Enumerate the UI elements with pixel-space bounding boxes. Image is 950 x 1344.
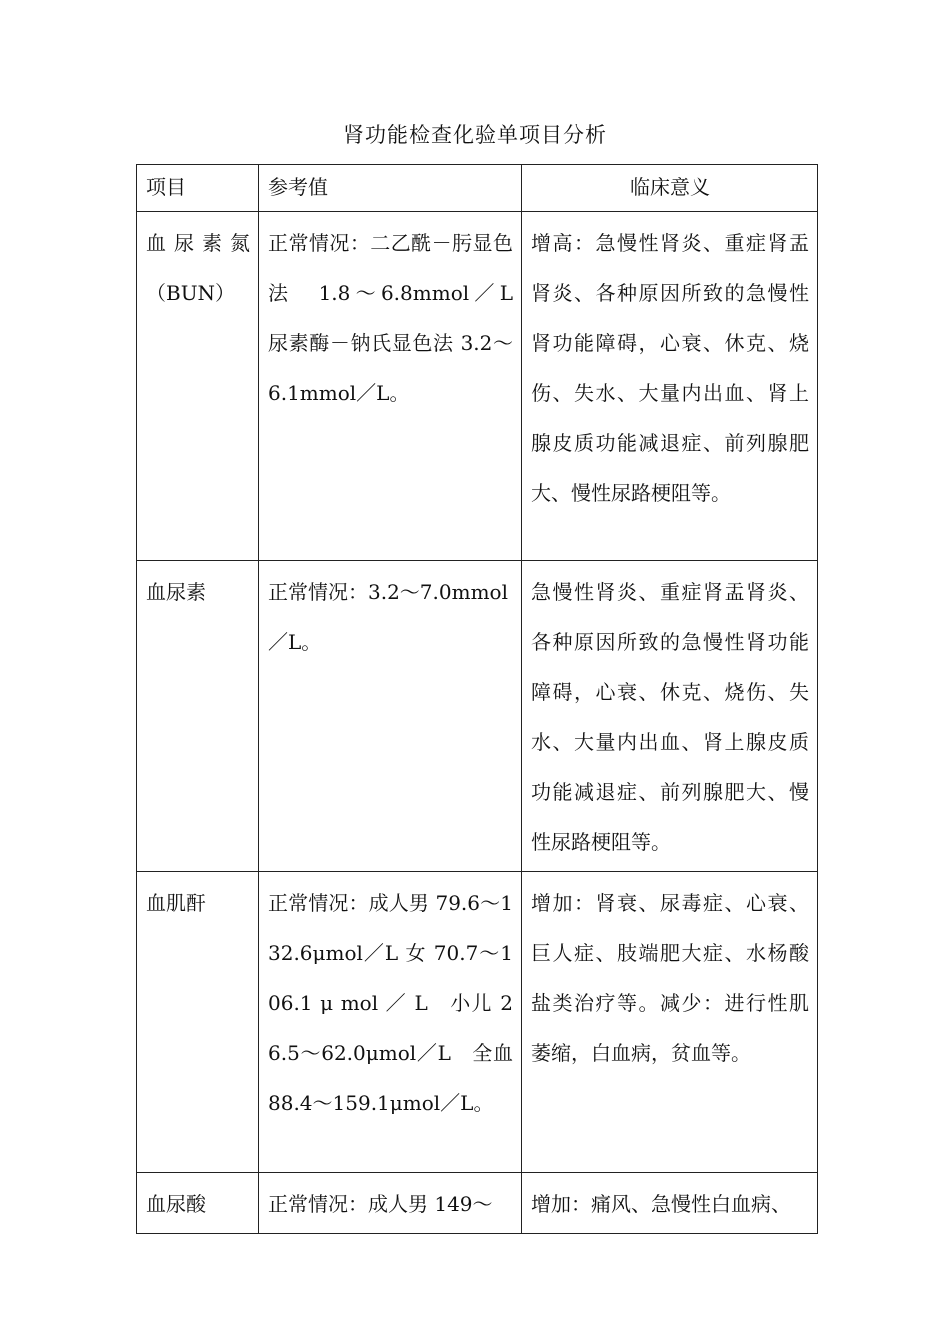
page-title: 肾功能检查化验单项目分析 xyxy=(343,123,607,147)
significance-cell: 急慢性肾炎、重症肾盂肾炎、各种原因所致的急慢性肾功能障碍，心衰、休克、烧伤、失水、大量内出血、肾上腺皮质功能减退症、前列腺肥大、慢性尿路梗阻等。 xyxy=(522,561,818,872)
reference-cell: 正常情况：二乙酰－肟显色法 1.8～6.8mmol／L 尿素酶－钠氏显色法 3.2～6.1mmol／L。 xyxy=(259,212,522,561)
table-row xyxy=(137,872,818,1173)
item-cell: 血尿素氮（BUN） xyxy=(137,212,259,561)
table-row xyxy=(137,212,818,561)
header-significance: 临床意义 xyxy=(522,165,818,212)
lab-items-table xyxy=(136,164,818,1234)
table-header-row xyxy=(137,165,818,212)
table-row xyxy=(137,561,818,872)
item-cell: 血尿酸 xyxy=(137,1173,259,1234)
reference-cell: 正常情况：成人男 79.6～132.6μmol／L 女 70.7～106.1 μ mol ／ L 小儿 26.5～62.0μmol／L 全血 88.4～159.1μmol／L。 xyxy=(259,872,522,1173)
significance-cell: 增加：肾衰、尿毒症、心衰、巨人症、肢端肥大症、水杨酸盐类治疗等。减少：进行性肌萎缩，白血病，贫血等。 xyxy=(522,872,818,1173)
reference-cell: 正常情况：3.2～7.0mmol／L。 xyxy=(259,561,522,872)
header-reference: 参考值 xyxy=(259,165,522,212)
reference-cell: 正常情况：成人男 149～ xyxy=(259,1173,522,1234)
table-row xyxy=(137,1173,818,1234)
header-item: 项目 xyxy=(137,165,259,212)
significance-cell: 增高：急慢性肾炎、重症肾盂肾炎、各种原因所致的急慢性肾功能障碍，心衰、休克、烧伤、失水、大量内出血、肾上腺皮质功能减退症、前列腺肥大、慢性尿路梗阻等。 xyxy=(522,212,818,561)
item-cell: 血尿素 xyxy=(137,561,259,872)
item-cell: 血肌酐 xyxy=(137,872,259,1173)
significance-cell: 增加：痛风、急慢性白血病、 xyxy=(522,1173,818,1234)
